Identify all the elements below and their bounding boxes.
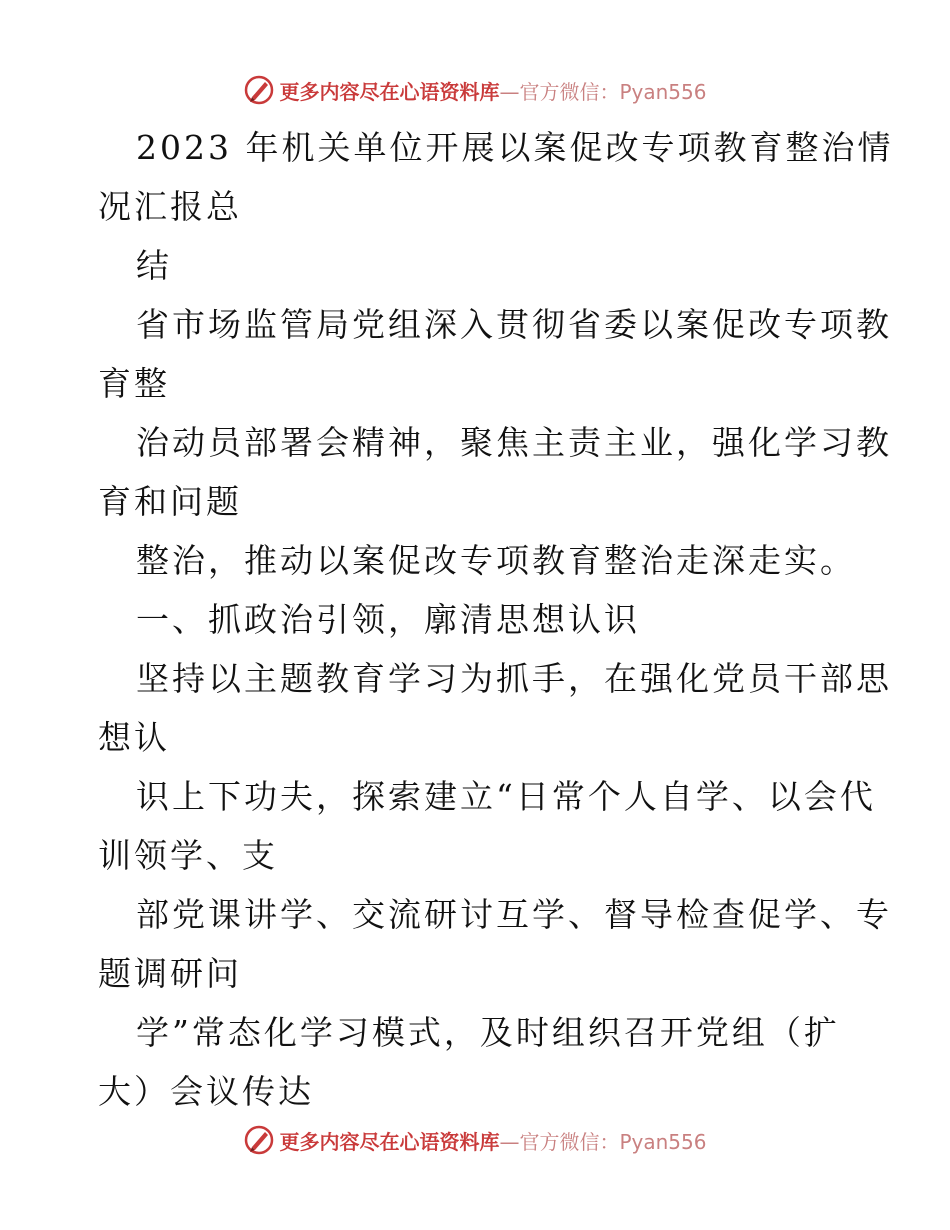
section-heading: 一、抓政治引领，廓清思想认识 bbox=[136, 600, 640, 639]
title-line-1: 2023 年机关单位开展以案促改专项教育整治情 bbox=[136, 128, 894, 167]
header-banner-text: 更多内容尽在心语资料库—官方微信：Pyan556 bbox=[279, 79, 707, 104]
title-line-3: 结 bbox=[136, 246, 172, 285]
paragraph-line: 坚持以主题教育学习为抓手，在强化党员干部思 bbox=[136, 659, 892, 698]
document-body bbox=[98, 118, 894, 1121]
paragraph-line: 省市场监管局党组深入贯彻省委以案促改专项教 bbox=[136, 305, 892, 344]
paragraph-line: 育和问题 bbox=[98, 482, 242, 521]
paragraph-line: 部党课讲学、交流研讨互学、督导检查促学、专 bbox=[136, 895, 892, 934]
paragraph-line: 治动员部署会精神，聚焦主责主业，强化学习教 bbox=[136, 423, 892, 462]
paragraph-line: 整治，推动以案促改专项教育整治走深走实。 bbox=[136, 541, 856, 580]
paragraph-line: 题调研问 bbox=[98, 954, 242, 993]
pen-logo-icon bbox=[243, 1124, 275, 1156]
paragraph-line: 识上下功夫，探索建立“日常个人自学、以会代 bbox=[136, 777, 876, 816]
paragraph-line: 育整 bbox=[98, 364, 170, 403]
header-watermark-banner bbox=[0, 70, 950, 110]
title-line-2: 况汇报总 bbox=[98, 187, 242, 226]
pen-logo-icon bbox=[243, 74, 275, 106]
paragraph-line: 学”常态化学习模式，及时组织召开党组（扩 bbox=[136, 1013, 840, 1052]
paragraph-line: 想认 bbox=[98, 718, 170, 757]
paragraph-line: 大）会议传达 bbox=[98, 1072, 314, 1111]
footer-watermark-banner bbox=[0, 1120, 950, 1160]
footer-banner-text: 更多内容尽在心语资料库—官方微信：Pyan556 bbox=[279, 1129, 707, 1154]
paragraph-line: 训领学、支 bbox=[98, 836, 278, 875]
